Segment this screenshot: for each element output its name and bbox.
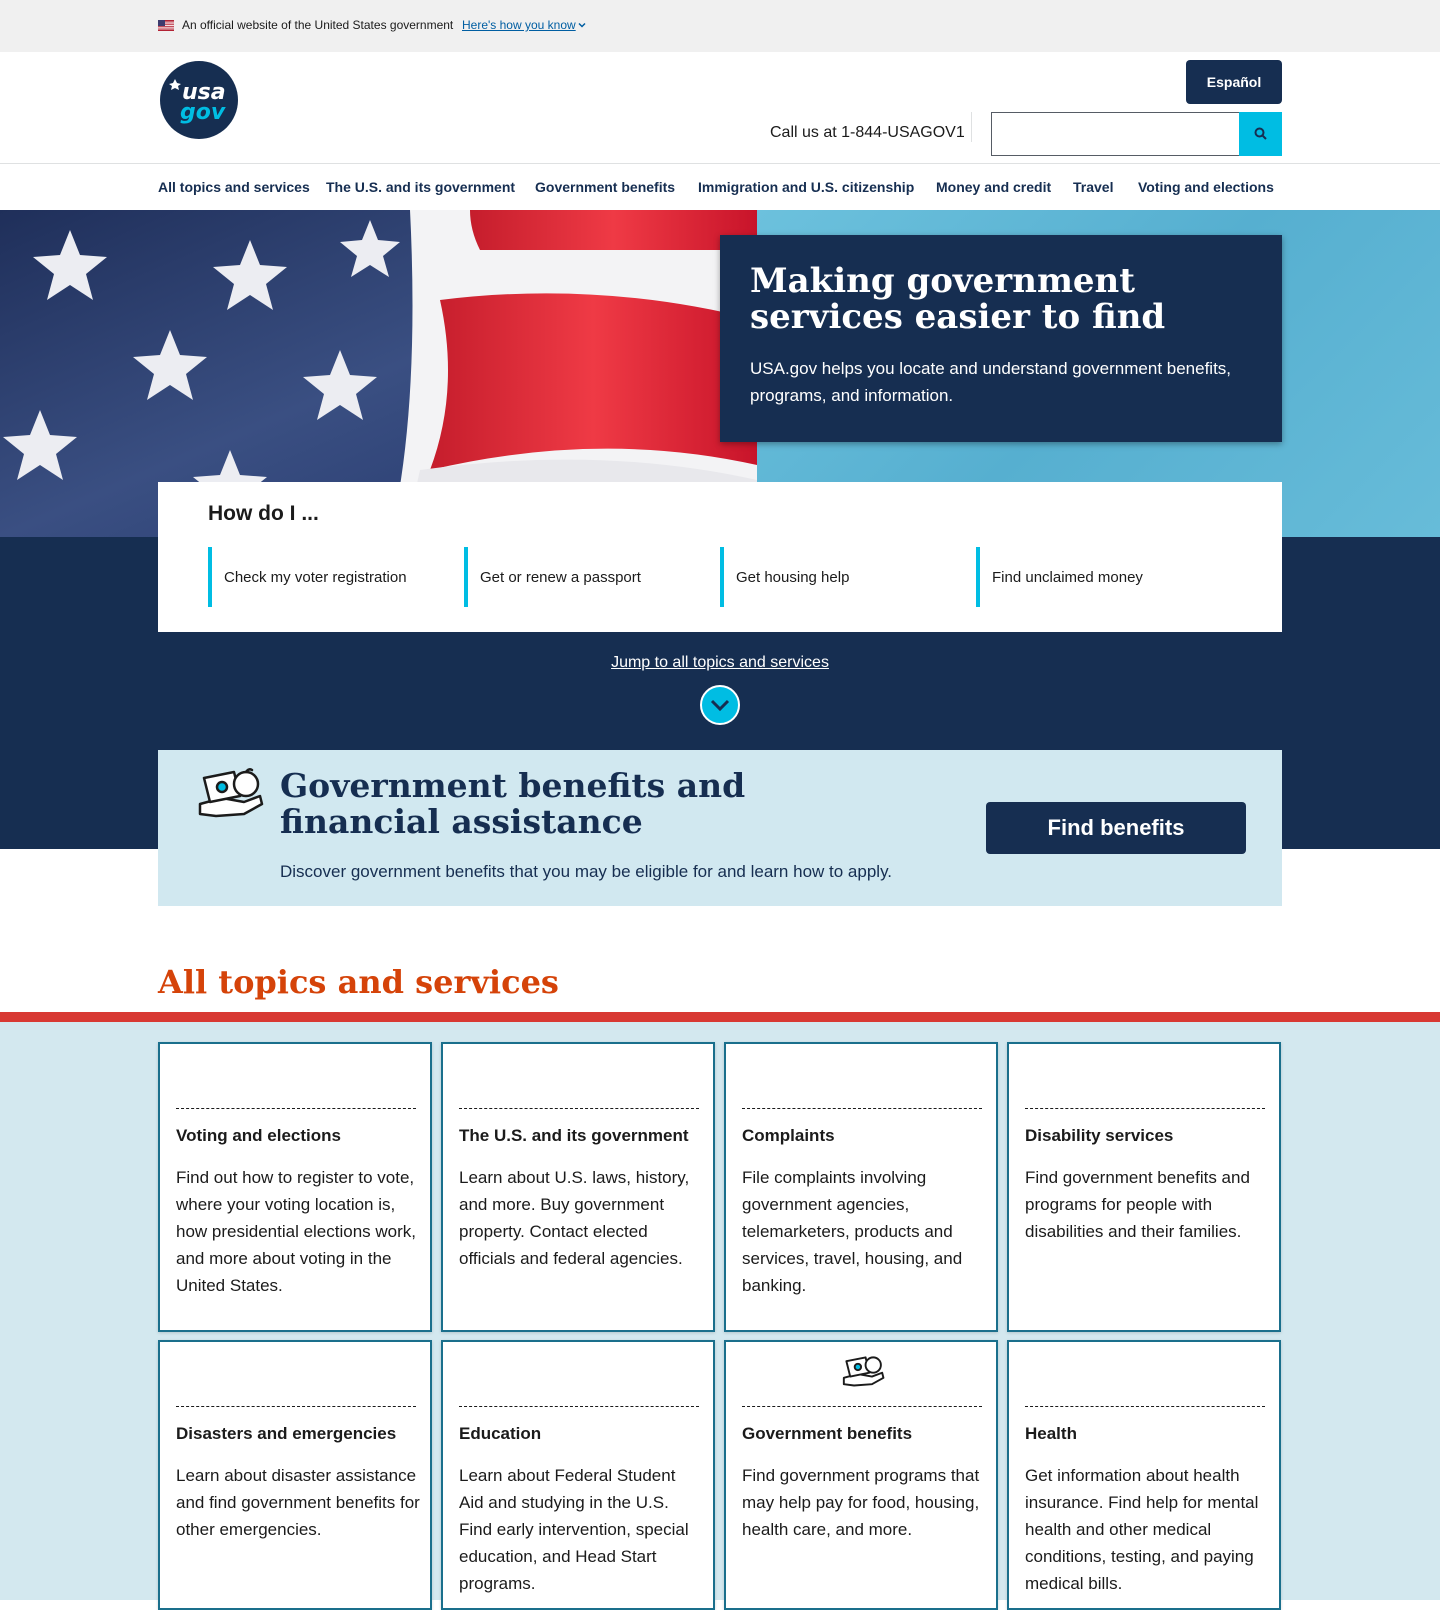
card-divider <box>742 1406 982 1407</box>
find-benefits-button[interactable]: Find benefits <box>986 802 1246 854</box>
benefits-card <box>158 750 1282 906</box>
jump-to-topics-link[interactable]: Jump to all topics and services <box>611 654 829 671</box>
header-divider <box>971 112 972 142</box>
usagov-logo[interactable] <box>160 61 238 139</box>
link-label: Find unclaimed money <box>992 568 1143 586</box>
how-do-i-panel <box>158 482 1282 632</box>
card-title: Government benefits <box>742 1424 913 1443</box>
card-description: Find out how to register to vote, where your voting location is, how presidential elections work, and more about voting in the United States. <box>176 1168 417 1295</box>
nav-government-benefits[interactable]: Government benefits <box>535 179 676 195</box>
card-description: Learn about Federal Student Aid and studying in the U.S. Find early intervention, special education, and Head Start programs. <box>459 1466 689 1593</box>
card-divider <box>176 1108 416 1109</box>
nav-money-credit[interactable]: Money and credit <box>936 179 1052 195</box>
topic-card-disasters[interactable] <box>158 1340 432 1610</box>
card-divider <box>1025 1108 1265 1109</box>
how-do-i-link-passport[interactable] <box>464 547 694 607</box>
call-us-text: Call us at 1-844-USAGOV1 <box>770 124 965 141</box>
link-label: Check my voter registration <box>224 568 407 586</box>
nav-all-topics[interactable]: All topics and services <box>158 179 310 195</box>
topic-card-disability[interactable] <box>1007 1042 1281 1332</box>
link-label: Get or renew a passport <box>480 568 641 586</box>
card-divider <box>459 1406 699 1407</box>
chevron-down-icon[interactable] <box>577 20 587 30</box>
nav-us-government[interactable]: The U.S. and its government <box>326 179 516 195</box>
search-button[interactable] <box>1239 112 1282 156</box>
official-website-text: An official website of the United States government <box>182 18 454 32</box>
card-description: Find government programs that may help pay for food, housing, health care, and more. <box>742 1466 980 1539</box>
topic-card-health[interactable] <box>1007 1340 1281 1610</box>
benefits-hand-icon <box>194 768 266 828</box>
card-divider <box>459 1108 699 1109</box>
topics-grid <box>0 1022 1440 1600</box>
card-title: Education <box>459 1424 542 1443</box>
how-do-i-title: How do I ... <box>208 502 319 525</box>
benefits-title: Government benefits and financial assistance <box>280 766 746 841</box>
card-title: The U.S. and its government <box>459 1126 689 1145</box>
how-you-know-link[interactable]: Here's how you know <box>462 18 576 32</box>
card-description: Get information about health insurance. Find help for mental health and other medical conditions, testing, and paying medical bills. <box>1025 1466 1259 1593</box>
topic-card-education[interactable] <box>441 1340 715 1610</box>
us-flag-icon <box>158 20 174 31</box>
hero-title: Making government services easier to find <box>750 261 1166 337</box>
search-input[interactable] <box>991 112 1239 156</box>
topic-card-complaints[interactable] <box>724 1042 998 1332</box>
how-do-i-link-unclaimed-money[interactable] <box>976 547 1206 607</box>
chevron-down-icon <box>710 697 730 713</box>
topic-card-us-government[interactable] <box>441 1042 715 1332</box>
nav-travel[interactable]: Travel <box>1073 179 1114 195</box>
card-title: Disasters and emergencies <box>176 1424 397 1443</box>
card-divider <box>742 1108 982 1109</box>
card-title: Disability services <box>1025 1126 1174 1145</box>
card-description: File complaints involving government agencies, telemarketers, products and services, travel, housing, and banking. <box>742 1168 963 1295</box>
espanol-button[interactable]: Español <box>1186 60 1282 104</box>
topic-card-voting[interactable] <box>158 1042 432 1332</box>
topic-card-government-benefits[interactable] <box>724 1340 998 1610</box>
site-header <box>0 52 1440 164</box>
how-do-i-link-housing-help[interactable] <box>720 547 950 607</box>
card-title: Health <box>1025 1424 1077 1443</box>
main-navigation <box>0 165 1440 209</box>
nav-voting-elections[interactable]: Voting and elections <box>1138 179 1274 195</box>
benefits-subtitle: Discover government benefits that you may be eligible for and learn how to apply. <box>280 862 893 881</box>
card-title: Complaints <box>742 1126 835 1145</box>
card-description: Learn about disaster assistance and find government benefits for other emergencies. <box>176 1466 420 1539</box>
jump-down-button[interactable] <box>700 685 740 725</box>
benefits-hand-icon <box>840 1354 886 1394</box>
hero-subtitle: USA.gov helps you locate and understand government benefits, programs, and information. <box>750 359 1232 405</box>
card-divider <box>176 1406 416 1407</box>
card-description: Find government benefits and programs for people with disabilities and their families. <box>1025 1168 1250 1241</box>
how-do-i-link-voter-registration[interactable] <box>208 547 438 607</box>
nav-immigration[interactable]: Immigration and U.S. citizenship <box>698 179 915 195</box>
section-divider-bar <box>0 1012 1440 1022</box>
logo-text-gov: gov <box>180 100 226 125</box>
official-gov-banner <box>0 0 1440 52</box>
search-icon <box>1254 127 1267 140</box>
card-divider <box>1025 1406 1265 1407</box>
card-description: Learn about U.S. laws, history, and more. Buy government property. Contact elected officials and federal agencies. <box>459 1168 690 1268</box>
all-topics-title: All topics and services <box>158 963 559 1001</box>
logo-text-usa: usa <box>182 80 226 105</box>
card-title: Voting and elections <box>176 1126 341 1145</box>
hero-callout <box>720 235 1282 442</box>
link-label: Get housing help <box>736 568 850 586</box>
